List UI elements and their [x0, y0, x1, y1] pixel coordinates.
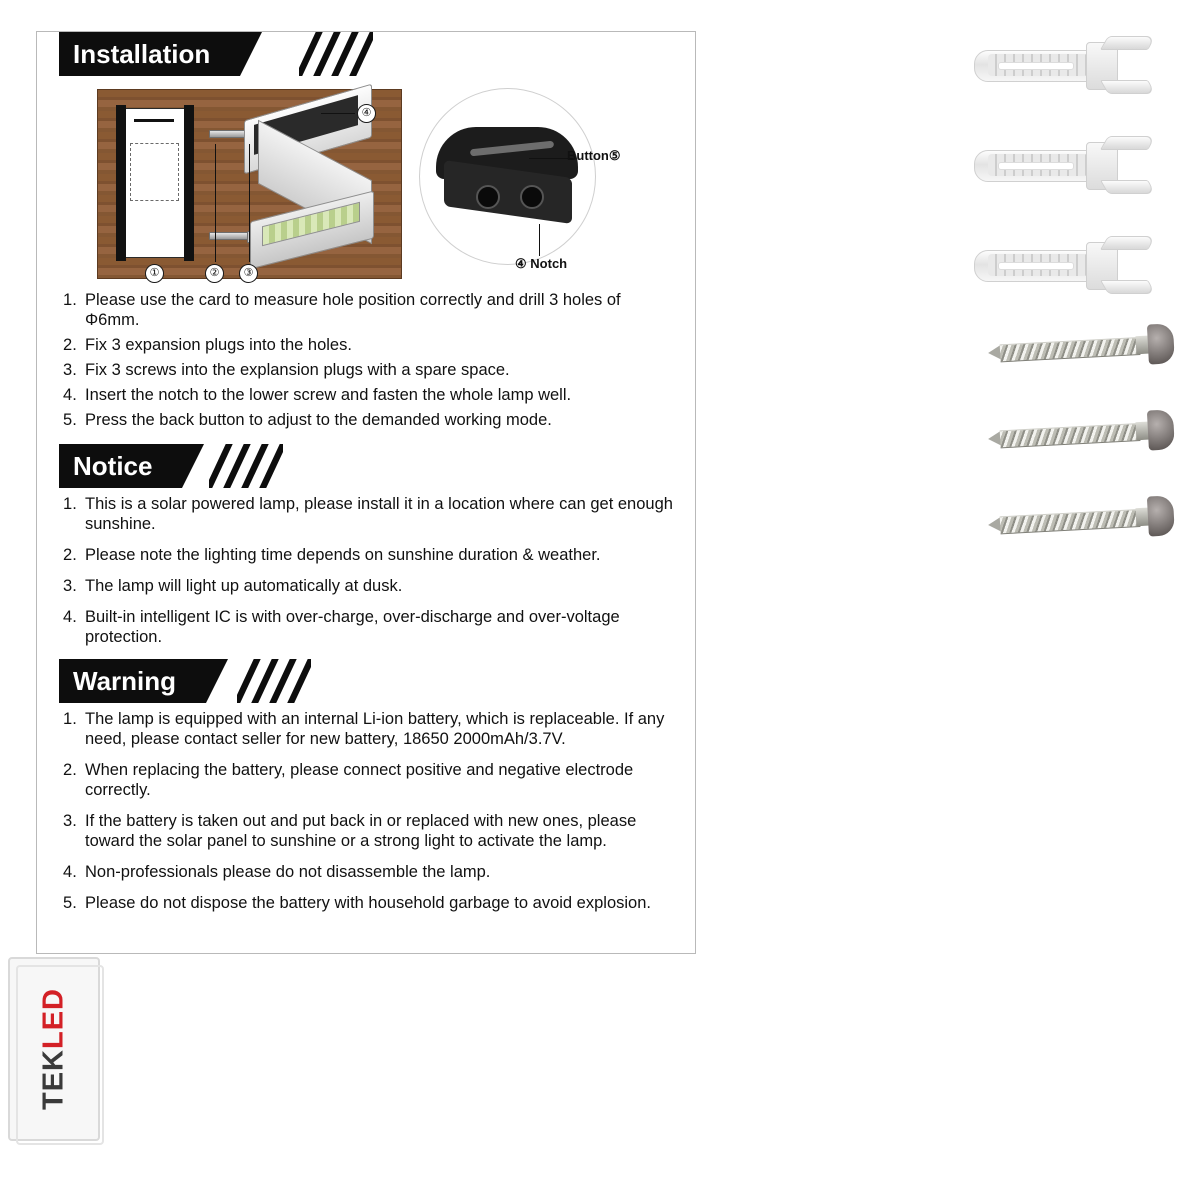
callout-3-leader: [249, 144, 250, 262]
callout-3: ③: [239, 264, 258, 283]
solar-lamp-illustration: [244, 102, 374, 262]
notch-label-num: ④: [515, 256, 527, 271]
list-item: Fix 3 screws into the explansion plugs with a spare space.: [85, 361, 510, 379]
notch-detail-illustration: [419, 88, 596, 265]
list-item: If the battery is taken out and put back in or replaced with new ones, please toward the solar panel to sunshine or a strong light to activate the lamp.: [85, 812, 637, 850]
list-item: Press the back button to adjust to the demanded working mode.: [85, 411, 552, 429]
instruction-sheet: [36, 31, 696, 954]
button-label: [567, 148, 621, 164]
screw-2: [987, 407, 1179, 461]
notch-label: [515, 256, 567, 272]
notch-leader: [539, 224, 540, 256]
list-item: The lamp will light up automatically at dusk.: [85, 577, 403, 595]
callout-4: ④: [357, 104, 376, 123]
header-stripes: [299, 32, 373, 76]
button-label-text: Button: [567, 148, 609, 163]
installation-diagram: [59, 84, 659, 284]
warning-steps-list: [37, 709, 695, 913]
expansion-plug-2: [974, 136, 1149, 194]
list-item: Please do not dispose the battery with household garbage to avoid explosion.: [85, 894, 651, 912]
list-item: Non-professionals please do not disassemble the lamp.: [85, 863, 491, 881]
hardware-parts-group: [960, 20, 1185, 580]
list-item: Fix 3 expansion plugs into the holes.: [85, 336, 352, 354]
section-header-warning: [59, 659, 695, 703]
expansion-plug-3: [974, 236, 1149, 294]
brand-logo: [8, 957, 100, 1141]
section-header-installation: [59, 32, 695, 76]
list-item: Insert the notch to the lower screw and fasten the whole lamp well.: [85, 386, 572, 404]
notch-label-text: Notch: [530, 256, 568, 271]
screw-1: [987, 321, 1179, 375]
installation-steps-list: [37, 290, 695, 430]
section-title-notice: Notice: [59, 444, 182, 488]
notice-steps-list: [37, 494, 695, 647]
callout-4-leader: [321, 113, 355, 114]
expansion-plug-1: [974, 36, 1149, 94]
list-item: The lamp is equipped with an internal Li-ion battery, which is replaceable. If any need, please contact seller for new battery, 18650 2000mAh/3.7V.: [85, 710, 665, 748]
logo-text-part1: TEK: [37, 1049, 70, 1110]
header-stripes: [209, 444, 283, 488]
logo-text: [38, 988, 71, 1110]
list-item: When replacing the battery, please connect positive and negative electrode correctly.: [85, 761, 634, 799]
section-title-warning: Warning: [59, 659, 206, 703]
callout-2-leader: [215, 144, 216, 262]
button-label-num: ⑤: [608, 148, 621, 163]
logo-text-part2: LED: [37, 988, 70, 1049]
measuring-card-illustration: [121, 108, 189, 258]
list-item: This is a solar powered lamp, please install it in a location where can get enough sunshine.: [85, 495, 673, 533]
header-stripes: [237, 659, 311, 703]
section-header-notice: [59, 444, 695, 488]
callout-2: ②: [205, 264, 224, 283]
list-item: Built-in intelligent IC is with over-charge, over-discharge and over-voltage protection.: [85, 608, 620, 646]
screw-3: [987, 493, 1179, 547]
list-item: Please use the card to measure hole position correctly and drill 3 holes of Φ6mm.: [85, 291, 621, 329]
callout-1: ①: [145, 264, 164, 283]
section-title-installation: Installation: [59, 32, 240, 76]
list-item: Please note the lighting time depends on sunshine duration & weather.: [85, 546, 601, 564]
